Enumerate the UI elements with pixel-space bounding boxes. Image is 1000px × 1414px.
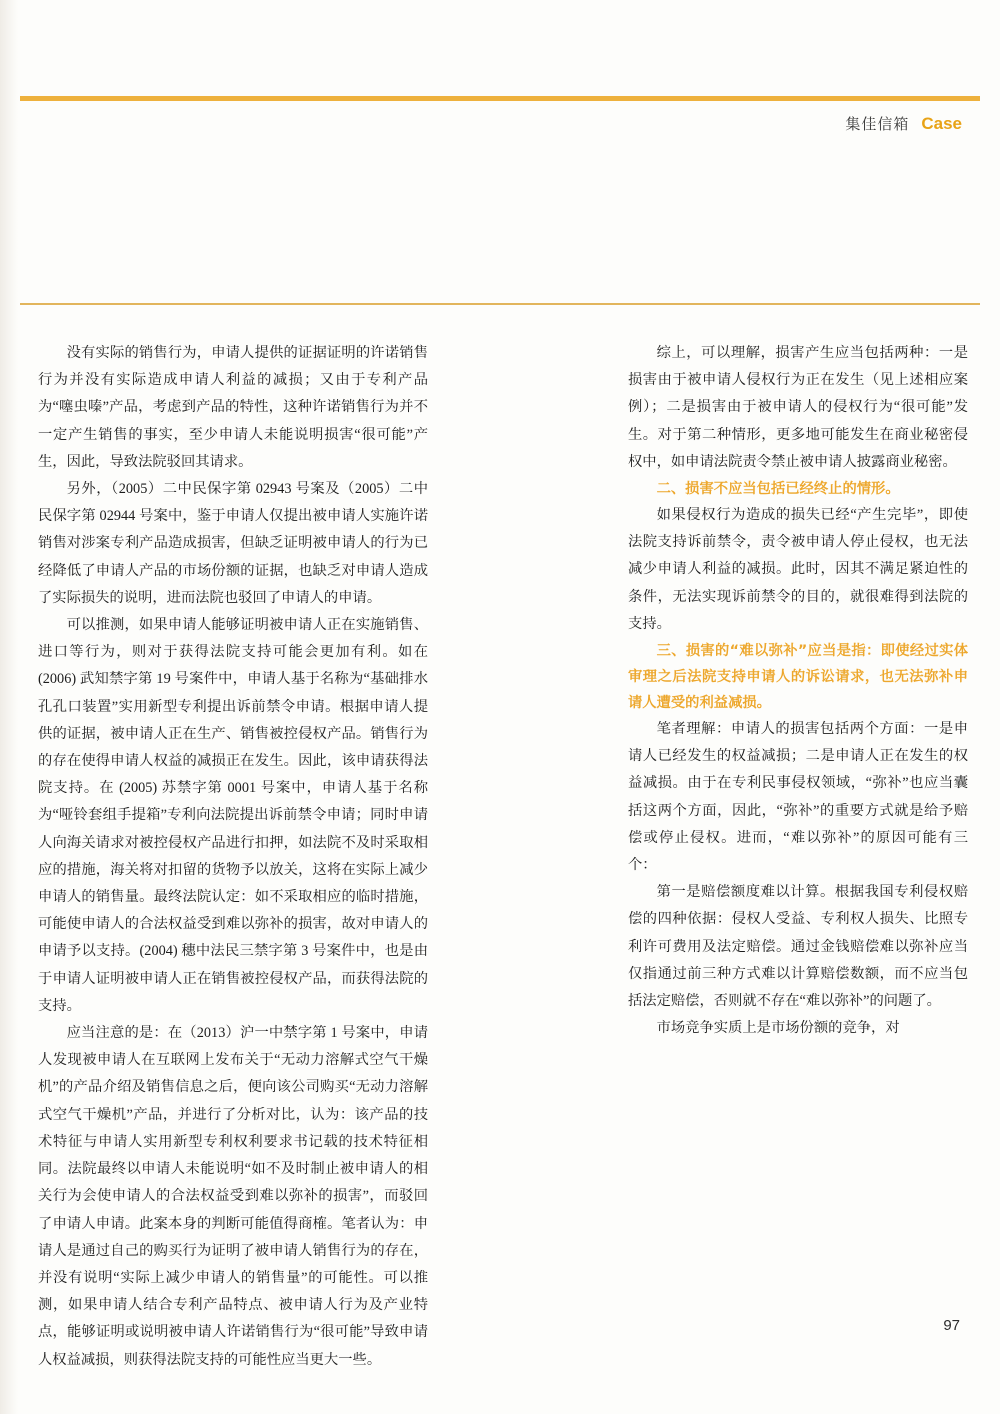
header-section-cn: 集佳信箱 [845, 115, 910, 133]
body-column-right [628, 340, 968, 1042]
section-heading: 三、损害的“难以弥补”应当是指：即使经过实体审理之后法院支持申请人的诉讼请求，也无法弥补申请人遭受的利益减损。 [628, 643, 968, 712]
paragraph: 第一是赔偿额度难以计算。根据我国专利侵权赔偿的四种依据：侵权人受益、专利权人损失、比照专利许可费用及法定赔偿。通过金钱赔偿难以弥补应当仅指通过前三种方式难以计算赔偿数额，而不应当包括法定赔偿，否则就不存在“难以弥补”的问题了。 [628, 884, 968, 1010]
paragraph: 市场竞争实质上是市场份额的竞争，对 [656, 1020, 900, 1037]
paragraph: 综上，可以理解，损害产生应当包括两种：一是损害由于被申请人侵权行为正在发生（见上述相应案例）；二是损害由于被申请人的侵权行为“很可能”发生。对于第二种情形，更多地可能发生在商业秘密侵权中，如申请法院责令禁止被申请人披露商业秘密。 [628, 345, 968, 470]
paragraph: 笔者理解：申请人的损害包括两个方面：一是申请人已经发生的权益减损；二是申请人正在发生的权益减损。由于在专利民事侵权领域，“弥补”也应当囊括这两个方面，因此，“弥补”的重要方式就是给予赔偿或停止侵权。进而，“难以弥补”的原因可能有三个： [628, 721, 968, 874]
page-number: 97 [943, 1317, 960, 1334]
paragraph: 应当注意的是：在（2013）沪一中禁字第 1 号案中，申请人发现被申请人在互联网上发布关于“无动力溶解式空气干燥机”的产品介绍及销售信息之后，便向该公司购买“无动力溶解式空气干燥机”产品，并进行了分析对比，认为：该产品的技术特征与申请人实用新型专利权利要求书记载的技术特征相同。法院最终以申请人未能说明“如不及时制止被申请人的相关行为会使申请人的合法权益受到难以弥补的损害”，而驳回了申请人申请。此案本身的判断可能值得商榷。笔者认为：申请人是通过自己的购买行为证明了被申请人销售行为的存在，并没有说明“实际上减少申请人的销售量”的可能性。可以推测，如果申请人结合专利产品特点、被申请人行为及产业特点，能够证明或说明被申请人许诺销售行为“很可能”导致申请人权益减损，则获得法院支持的可能性应当更大一些。 [38, 1025, 428, 1368]
paragraph: 没有实际的销售行为，申请人提供的证据证明的许诺销售行为并没有实际造成申请人利益的减损；又由于专利产品为“噻虫嗪”产品，考虑到产品的特性，这种许诺销售行为并不一定产生销售的事实，至少申请人未能说明损害“很可能”产生，因此，导致法院驳回其请求。 [38, 345, 428, 470]
body-column-left [38, 340, 428, 1374]
paragraph: 可以推测，如果申请人能够证明被申请人正在实施销售、进口等行为，则对于获得法院支持可能会更加有利。如在 (2006) 武知禁字第 19 号案件中，申请人基于名称为“基础排水孔孔口装置”实用新型专利提出诉前禁令申请。根据申请人提供的证据，被申请人正在生产、销售被控侵权产品。销售行为的存在使得申请人权益的减损正在发生。因此，该申请获得法院支持。在 (2005) 苏禁字第 0001 号案中，申请人基于名称为“哑铃套组手提箱”专利向法院提出诉前禁令申请；同时申请人向海关请求对被控侵权产品进行扣押，如法院不及时采取相应的措施，海关将对扣留的货物予以放关，这将在实际上减少申请人的销售量。最终法院认定：如不采取相应的临时措施，可能使申请人的合法权益受到难以弥补的损害，故对申请人的申请予以支持。(2004) 穗中法民三禁字第 3 号案件中，也是由于申请人证明被申请人正在销售被控侵权产品，而获得法院的支持。 [38, 617, 428, 1014]
section-heading: 二、损害不应当包括已经终止的情形。 [656, 481, 900, 498]
paragraph: 如果侵权行为造成的损失已经“产生完毕”，即使法院支持诉前禁令，责令被申请人停止侵权，也无法减少申请人利益的减损。此时，因其不满足紧迫性的条件，无法实现诉前禁令的目的，就很难得到法院的支持。 [628, 507, 968, 632]
paragraph: 另外，（2005）二中民保字第 02943 号案及（2005）二中民保字第 02944 号案中，鉴于申请人仅提出被申请人实施许诺销售对涉案专利产品造成损害，但缺乏证明被申请人的行为已经降低了申请人产品的市场份额的证据，也缺乏对申请人造成了实际损失的说明，进而法院也驳回了申请人的申请。 [38, 481, 428, 606]
top-orange-rule [20, 96, 980, 101]
page-spine-shading [0, 0, 18, 1414]
header-section-en: Case [921, 114, 962, 133]
body-top-rule [20, 303, 980, 305]
page-header [845, 113, 962, 134]
